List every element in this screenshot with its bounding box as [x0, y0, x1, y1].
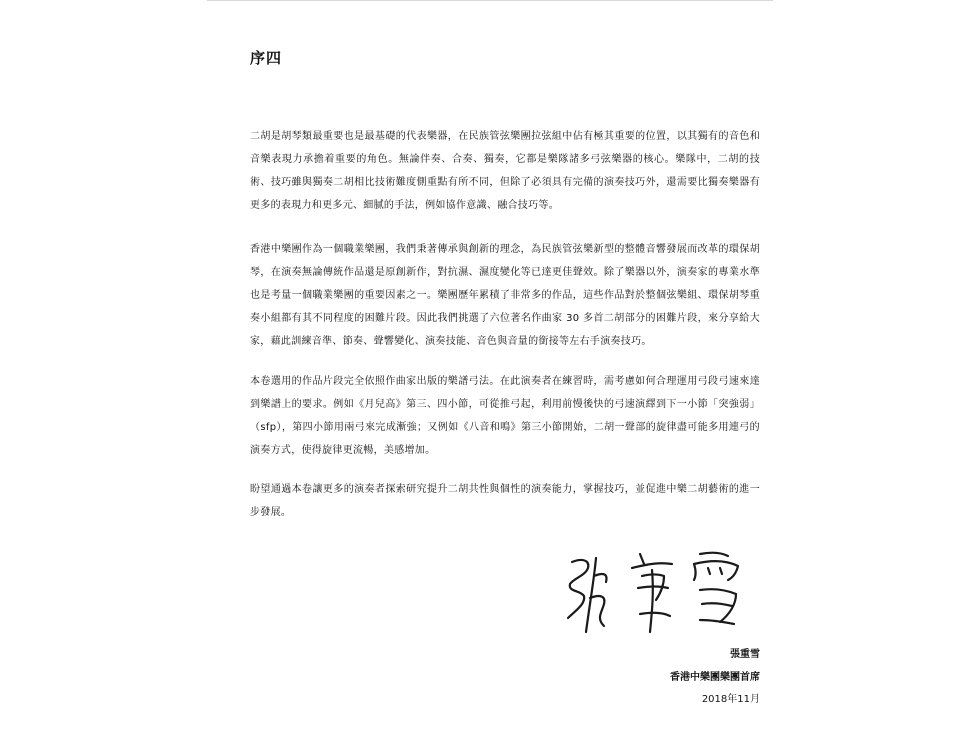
paragraph-1: 二胡是胡琴類最重要也是最基礎的代表樂器，在民族管弦樂團拉弦組中佔有極其重要的位置，以其獨有的音色和音樂表現力承擔着重要的角色。無論伴奏、合奏、獨奏，它都是樂隊諸多弓弦樂器的核心。樂隊中，二胡的技術、技巧雖與獨奏二胡相比技術難度側重點有所不同，但除了必須具有完備的演奏技巧外，還需要比獨奏樂器有更多的表現力和更多元、細膩的手法，例如協作意識、融合技巧等。 [250, 131, 760, 211]
preface-title: 序四 [250, 49, 283, 67]
paragraph-3: 本卷選用的作品片段完全依照作曲家出版的樂譜弓法。在此演奏者在練習時，需考慮如何合理運用弓段弓速來達到樂譜上的要求。例如《月兒高》第三、四小節，可從推弓起，利用前慢後快的弓速演繹到下一小節「突強弱」（sfp），第四小節用兩弓來完成漸強；又例如《八音和鳴》第三小節開始，二胡一聲部的旋律盡可能多用連弓的演奏方式，使得旋律更流暢，美感增加。 [250, 376, 760, 456]
paragraph-4: 盼望通過本卷讓更多的演奏者探索研究提升二胡共性與個性的演奏能力，掌握技巧，並促進中樂二胡藝術的進一步發展。 [250, 484, 760, 518]
signoff-date: 2018年11月 [701, 694, 760, 705]
page-top-edge [207, 0, 773, 1]
handwritten-signature [560, 540, 760, 640]
signer-name: 張重雪 [730, 649, 760, 660]
paragraph-2: 香港中樂團作為一個職業樂團，我們秉著傳承與創新的理念，為民族管弦樂新型的整體音響發展而改革的環保胡琴，在演奏無論傳統作品還是原創新作，對抗濕、濕度變化等已達更佳聲效。除了樂器以外，演奏家的專業水準也是考量一個職業樂團的重要因素之一。樂團歷年累積了非常多的作品，這些作品對於整個弦樂組、環保胡琴重奏小組都有其不同程度的困難片段。因此我們挑選了六位著名作曲家 30 多首二胡部分的困難片段，來分享給大家，藉此訓練音準、節奏、聲響變化、演奏技能、音色與音量的銜接等左右手演奏技巧。 [250, 244, 760, 347]
signer-role: 香港中樂團樂團首席 [670, 672, 760, 683]
